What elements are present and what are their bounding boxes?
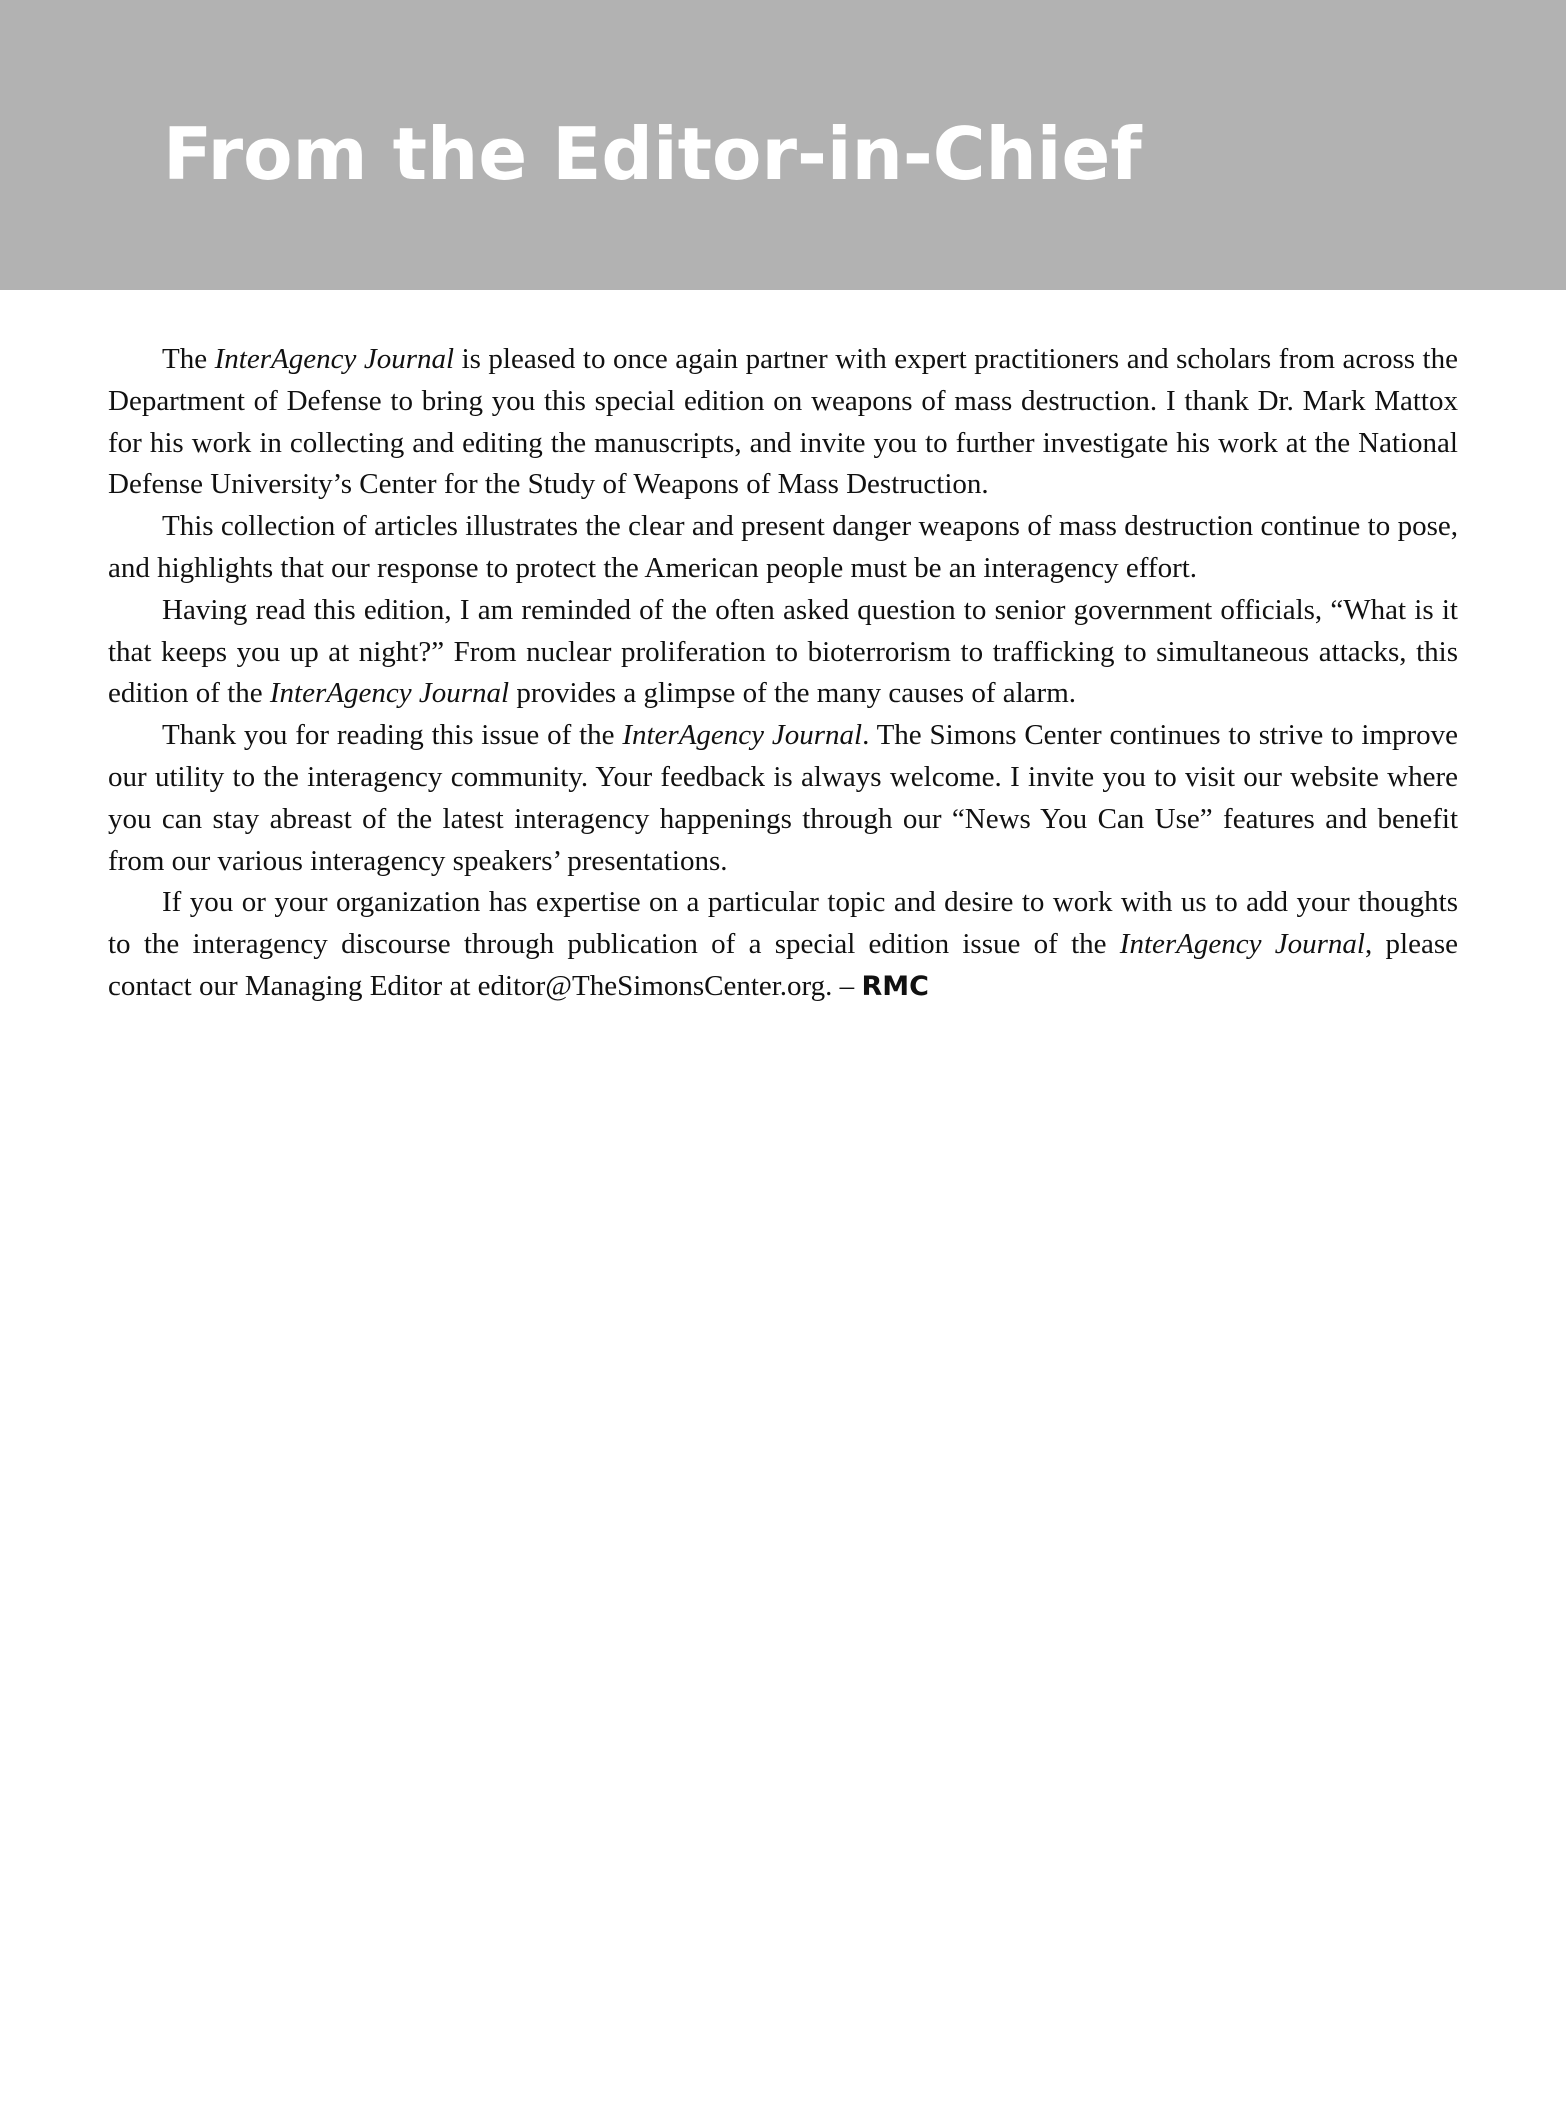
journal-name: InterAgency Journal bbox=[214, 343, 455, 375]
page-title: From the Editor-in-Chief bbox=[163, 112, 1142, 196]
paragraph-4 bbox=[108, 715, 1458, 882]
paragraph-1 bbox=[108, 339, 1458, 506]
paragraph-3-text-b: provides a glimpse of the many causes of alarm. bbox=[509, 677, 1077, 710]
paragraph-5 bbox=[108, 882, 1458, 1007]
paragraph-3 bbox=[108, 590, 1458, 715]
signature: RMC bbox=[861, 970, 929, 1002]
article-body bbox=[108, 339, 1458, 1008]
paragraph-4-text-a: Thank you for reading this issue of the bbox=[162, 719, 623, 752]
paragraph-5-text-a: If you or your organization has expertise on a particular topic and desire to work with us to add your thoughts to the interagency discourse through publication of a special edition issue of the bbox=[108, 886, 1458, 961]
paragraph-3-text-a: Having read this edition, I am reminded of the often asked question to senior government officials, “What is it that keeps you up at night?” From nuclear proliferation to bioterrorism to trafficking to simultaneous attacks, this edition of the bbox=[108, 593, 1458, 710]
paragraph-1-text-b: is pleased to once again partner with expert practitioners and scholars from across the Department of Defense to bring you this special edition on weapons of mass destruction. I thank Dr. Mark Mattox for his work in collecting and editing the manuscripts, and invite you to further investigate his work at the National Defense University’s Center for the Study of Weapons of Mass Destruction. bbox=[108, 343, 1458, 501]
paragraph-1-text-a: The bbox=[162, 343, 215, 375]
paragraph-4-text-b: . The Simons Center continues to strive to improve our utility to the interagency community. Your feedback is always welcome. I invite you to visit our website where you can stay abreast of the latest interagency happenings through our “News You Can Use” features and benefit from our various interagency speakers’ presentations. bbox=[108, 719, 1459, 877]
paragraph-2: This collection of articles illustrates the clear and present danger weapons of mass destruction continue to pose, and highlights that our response to protect the American people must be an interagency effort. bbox=[108, 510, 1458, 584]
paragraph-5-text-b: , please contact our Managing Editor at editor@TheSimonsCenter.org. – bbox=[108, 928, 1458, 1002]
journal-name: InterAgency Journal bbox=[269, 677, 510, 710]
journal-name: InterAgency Journal bbox=[622, 719, 863, 752]
header-band bbox=[0, 0, 1566, 290]
journal-name: InterAgency Journal bbox=[1119, 928, 1365, 961]
